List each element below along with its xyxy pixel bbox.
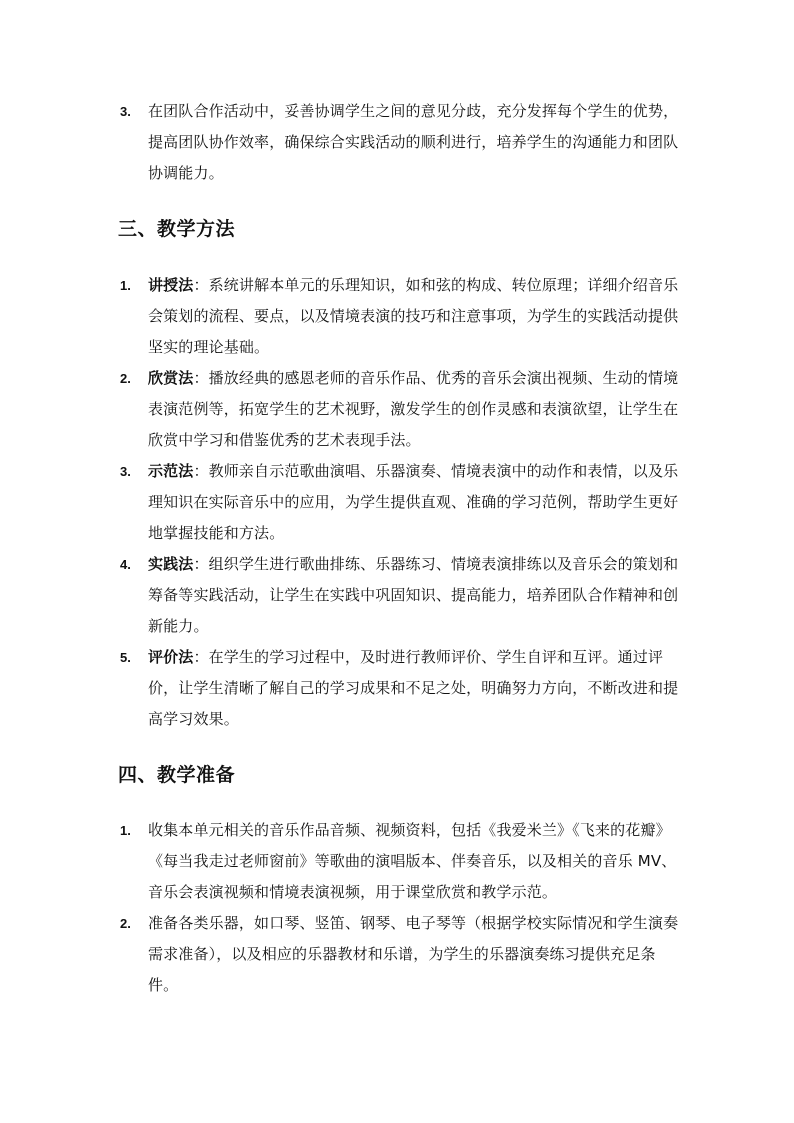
method-description: ：教师亲自示范歌曲演唱、乐器演奏、情境表演中的动作和表情，以及乐理知识在实际音乐中的应用，为学生提供直观、准确的学习范例，帮助学生更好地掌握技能和方法。 [148,462,679,542]
list-text [148,549,683,642]
list-text: 准备各类乐器，如口琴、竖笛、钢琴、电子琴等（根据学校实际情况和学生演奏需求准备），以及相应的乐器教材和乐谱，为学生的乐器演奏练习提供充足条件。 [148,914,679,994]
method-term: 示范法 [148,462,194,480]
list-item [0,549,794,642]
list-item [0,270,794,363]
list-text: 在团队合作活动中，妥善协调学生之间的意见分歧，充分发挥每个学生的优势，提高团队协作效率，确保综合实践活动的顺利进行，培养学生的沟通能力和团队协调能力。 [148,102,679,182]
method-description: ：在学生的学习过程中，及时进行教师评价、学生自评和互评。通过评价，让学生清晰了解自己的学习成果和不足之处，明确努力方向，不断改进和提高学习效果。 [148,648,679,728]
method-description: ：播放经典的感恩老师的音乐作品、优秀的音乐会演出视频、生动的情境表演范例等，拓宽学生的艺术视野，激发学生的创作灵感和表演欲望，让学生在欣赏中学习和借鉴优秀的艺术表现手法。 [148,369,679,449]
method-term: 评价法 [148,648,194,666]
list-number: 3. [120,104,131,119]
list-text: 收集本单元相关的音乐作品音频、视频资料，包括《我爱米兰》《飞来的花瓣》《每当我走过老师窗前》等歌曲的演唱版本、伴奏音乐，以及相关的音乐 MV、音乐会表演视频和情境表演视频，用于课堂欣赏和教学示范。 [148,821,677,901]
method-term: 实践法 [148,555,194,573]
method-description: ：组织学生进行歌曲排练、乐器练习、情境表演排练以及音乐会的策划和筹备等实践活动，让学生在实践中巩固知识、提高能力，培养团队合作精神和创新能力。 [148,555,679,635]
list-item [0,456,794,549]
list-item [0,363,794,456]
top-list [0,96,794,189]
method-term: 讲授法 [148,276,194,294]
list-number: 4. [120,557,131,572]
teaching-methods-list [0,270,794,735]
list-number: 1. [120,823,131,838]
list-text [148,642,683,735]
list-item [0,908,794,1001]
method-term: 欣赏法 [148,369,194,387]
list-text [148,363,683,456]
list-number: 2. [120,916,131,931]
list-item [0,815,794,908]
section-heading-teaching-preparation: 四、教学准备 [118,764,236,786]
list-text [148,456,683,549]
list-text [148,270,683,363]
list-number: 5. [120,650,131,665]
section-heading-teaching-methods: 三、教学方法 [118,218,236,240]
method-description: ：系统讲解本单元的乐理知识，如和弦的构成、转位原理；详细介绍音乐会策划的流程、要点，以及情境表演的技巧和注意事项，为学生的实践活动提供坚实的理论基础。 [148,276,679,356]
list-item [0,642,794,735]
list-number: 1. [120,278,131,293]
teaching-preparation-list [0,815,794,1001]
list-number: 2. [120,371,131,386]
list-item [0,96,794,189]
list-number: 3. [120,464,131,479]
